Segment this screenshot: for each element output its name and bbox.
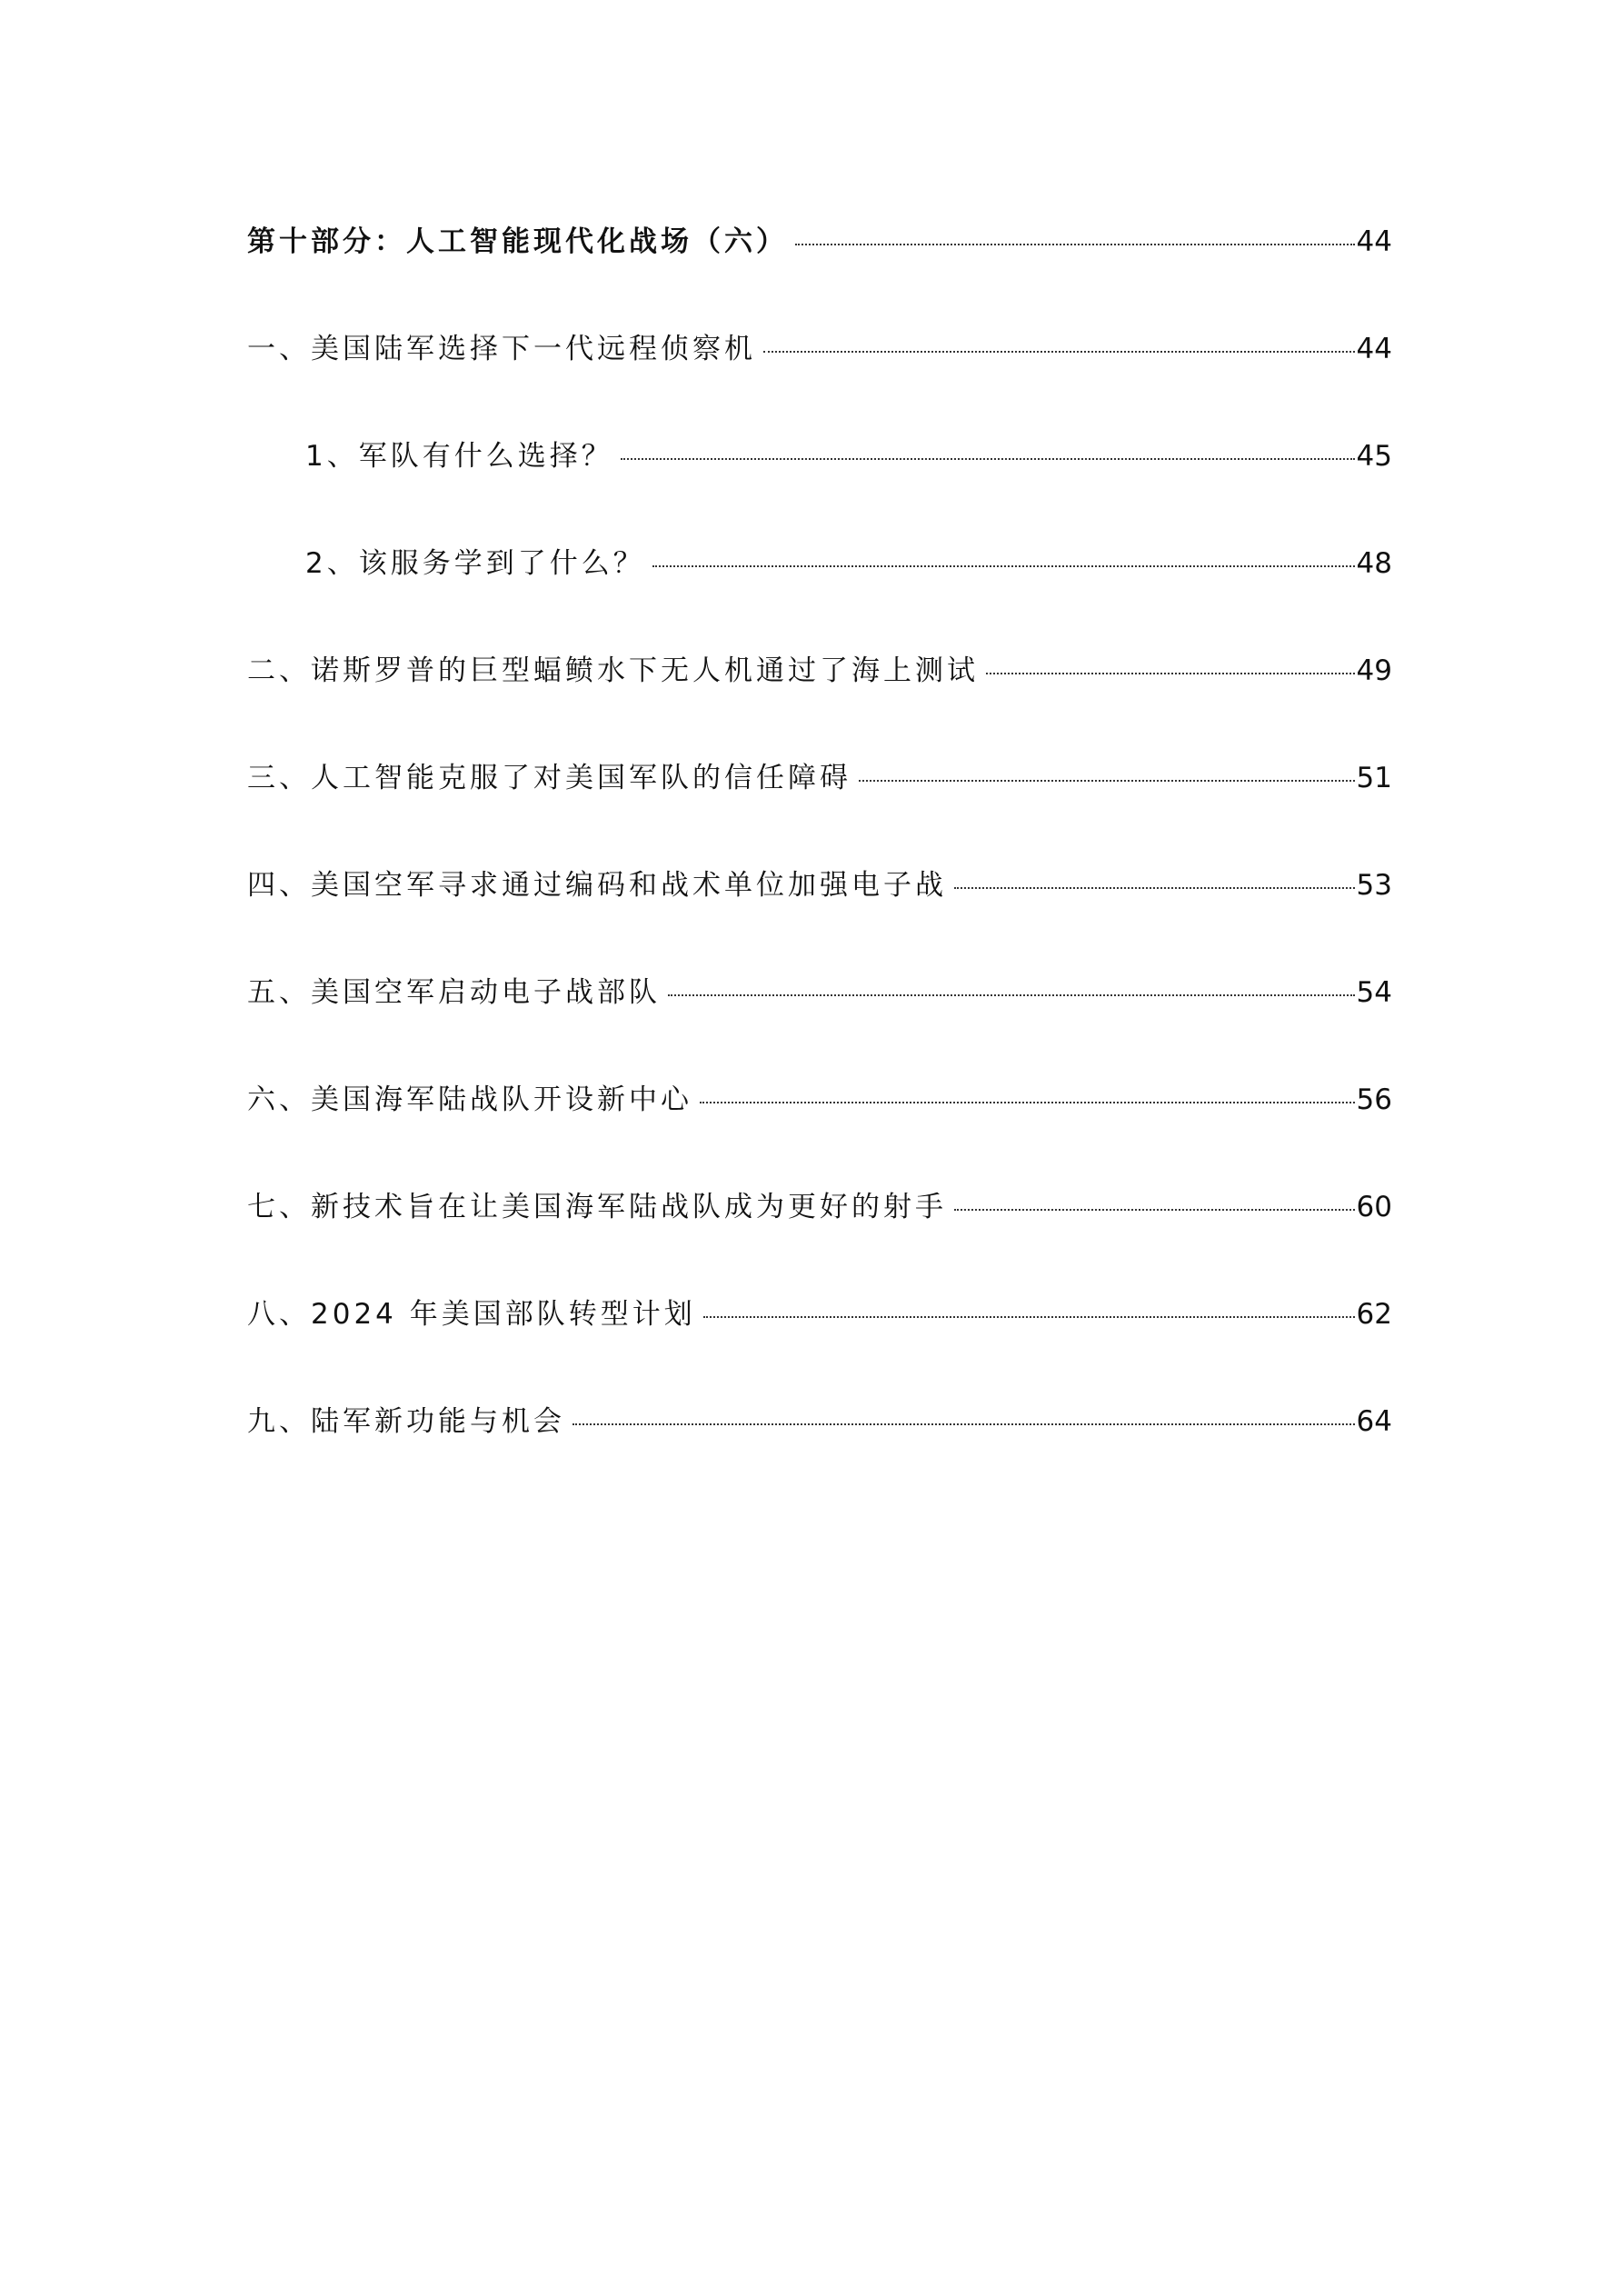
- toc-dot-leader: [573, 1423, 1355, 1425]
- toc-entry-section-5[interactable]: [247, 969, 1392, 1014]
- toc-page-number: 54: [1356, 976, 1392, 1009]
- toc-dot-leader: [954, 887, 1355, 889]
- toc-entry-subsection-1-2[interactable]: [305, 540, 1392, 585]
- toc-entry-section-8[interactable]: [247, 1291, 1392, 1336]
- toc-dot-leader: [668, 994, 1355, 996]
- toc-entry-section-4[interactable]: [247, 862, 1392, 907]
- toc-entry-title: 六、美国海军陆战队开设新中心: [247, 1083, 692, 1116]
- toc-dot-leader: [795, 244, 1355, 245]
- toc-entry-section-2[interactable]: [247, 647, 1392, 693]
- toc-page-number: 48: [1356, 547, 1392, 580]
- toc-page-number: 44: [1356, 333, 1392, 365]
- toc-entry-section-9[interactable]: [247, 1398, 1392, 1443]
- toc-entry-subsection-1-1[interactable]: [305, 433, 1392, 478]
- toc-entry-title: 四、美国空军寻求通过编码和战术单位加强电子战: [247, 869, 947, 902]
- toc-dot-leader: [986, 673, 1355, 674]
- toc-entry-section-3[interactable]: [247, 754, 1392, 800]
- toc-page-number: 53: [1356, 869, 1392, 902]
- toc-page-number: 62: [1356, 1298, 1392, 1331]
- toc-dot-leader: [700, 1102, 1355, 1103]
- toc-page-number: 49: [1356, 654, 1392, 687]
- toc-entry-title: 三、人工智能克服了对美国军队的信任障碍: [247, 762, 851, 794]
- toc-dot-leader: [621, 458, 1355, 460]
- toc-dot-leader: [763, 351, 1355, 353]
- toc-dot-leader: [954, 1209, 1355, 1211]
- toc-dot-leader: [652, 565, 1355, 567]
- toc-entry-title: 七、新技术旨在让美国海军陆战队成为更好的射手: [247, 1191, 947, 1223]
- toc-entry-title: 2、该服务学到了什么？: [305, 547, 645, 580]
- toc-entry-title: 1、军队有什么选择？: [305, 440, 613, 473]
- toc-entry-part-ten[interactable]: [247, 218, 1392, 264]
- toc-page-number: 64: [1356, 1405, 1392, 1438]
- toc-page-number: 44: [1356, 225, 1392, 258]
- toc-entry-title: 第十部分：人工智能现代化战场（六）: [247, 225, 788, 258]
- toc-entry-title: 九、陆军新功能与机会: [247, 1405, 565, 1438]
- toc-entry-section-6[interactable]: [247, 1076, 1392, 1122]
- toc-entry-title: 二、诺斯罗普的巨型蝠鲼水下无人机通过了海上测试: [247, 654, 979, 687]
- toc-page-number: 60: [1356, 1191, 1392, 1223]
- toc-entry-title: 五、美国空军启动电子战部队: [247, 976, 661, 1009]
- toc-page-number: 45: [1356, 440, 1392, 473]
- toc-entry-section-1[interactable]: [247, 325, 1392, 371]
- toc-dot-leader: [703, 1316, 1355, 1318]
- toc-entry-title: 一、美国陆军选择下一代远程侦察机: [247, 333, 756, 365]
- toc-entry-section-7[interactable]: [247, 1183, 1392, 1229]
- toc-dot-leader: [859, 780, 1355, 782]
- toc-page-number: 56: [1356, 1083, 1392, 1116]
- toc-page-number: 51: [1356, 762, 1392, 794]
- toc-entry-title: 八、2024 年美国部队转型计划: [247, 1298, 696, 1331]
